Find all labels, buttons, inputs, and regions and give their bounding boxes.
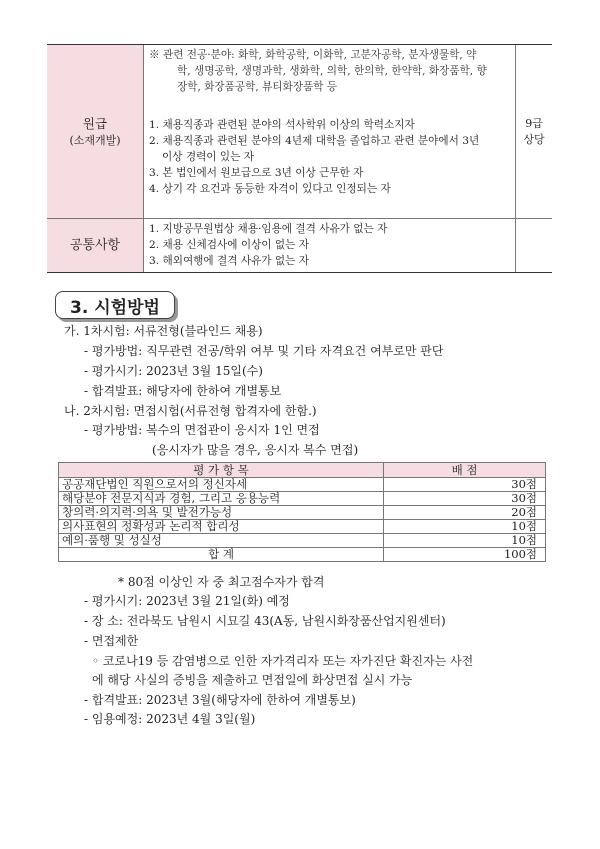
first-exam-method: - 평가방법: 직무관련 전공/학위 여부 및 기타 자격요건 여부로만 판단 — [84, 344, 444, 358]
header-score: 배 점 — [384, 463, 546, 478]
requirement-item: 3. 본 법인에서 원보급으로 3년 이상 근무한 자 — [149, 167, 364, 179]
requirement-item: 이상 경력이 있는 자 — [162, 151, 254, 163]
total-score: 100점 — [384, 548, 546, 562]
qualification-row-common — [47, 219, 552, 272]
grade-cell-empty — [516, 219, 552, 272]
final-announcement: - 합격발표: 2023년 3월(해당자에 한하여 개별통보) — [84, 693, 356, 707]
criterion: 해당분야 전문지식과 경험, 그리고 응용능력 — [59, 492, 384, 506]
criterion-score: 30점 — [384, 492, 546, 506]
requirement-item: 2. 채용직종과 관련된 분야의 4년제 대학을 졸업하고 관련 분야에서 3년 — [149, 135, 480, 147]
appointment-date: - 임용예정: 2023년 4월 3일(월) — [84, 712, 256, 726]
table-row — [59, 534, 546, 548]
row-label — [47, 45, 144, 218]
pass-criteria-note: * 80점 이상인 자 중 최고점수자가 합격 — [118, 575, 325, 589]
criterion-score: 10점 — [384, 534, 546, 548]
total-row — [59, 548, 546, 562]
second-exam-method-note: (응시자가 많을 경우, 응시자 복수 면접) — [152, 443, 359, 457]
note-line: 학, 생명공학, 생명과학, 생화학, 의학, 한의학, 한약학, 화장품학, 향 — [177, 65, 487, 77]
criterion: 예의·품행 및 성실성 — [59, 534, 384, 548]
row-content — [144, 219, 516, 272]
row-label-text: 원급 — [82, 115, 108, 131]
second-exam-method: - 평가방법: 복수의 면접관이 응시자 1인 면접 — [84, 423, 320, 437]
header-item: 평 가 항 목 — [59, 463, 384, 478]
note-line: ※ 관련 전공·분야: 화학, 화학공학, 이화학, 고분자공학, 분자생물학, 약 — [149, 49, 477, 61]
covid-notice-line1: ◦ 코로나19 등 감염병으로 인한 자가격리자 또는 자가진단 확진자는 사전 — [92, 654, 474, 668]
row-sublabel: (소재개발) — [69, 133, 121, 147]
table-row — [59, 506, 546, 520]
criterion-score: 30점 — [384, 478, 546, 492]
criterion: 의사표현의 정확성과 논리적 합리성 — [59, 520, 384, 534]
qualification-row-junior — [47, 45, 552, 219]
row-label-text: 공통사항 — [69, 238, 121, 253]
first-exam-announcement: - 합격발표: 해당자에 한하여 개별통보 — [84, 384, 282, 398]
table-row — [59, 492, 546, 506]
table-row — [59, 478, 546, 492]
total-label: 합 계 — [59, 548, 384, 562]
covid-notice-line2: 에 해당 사실의 증빙을 제출하고 면접일에 화상면접 실시 가능 — [92, 673, 413, 687]
score-table-header — [59, 463, 546, 478]
grade-cell — [516, 45, 552, 218]
requirement-item: 1. 채용직종과 관련된 분야의 석사학위 이상의 학력소지자 — [149, 119, 415, 131]
first-exam-date: - 평가시기: 2023년 3월 15일(수) — [84, 364, 263, 378]
criterion: 창의력·의지력·의욕 및 발전가능성 — [59, 506, 384, 520]
interview-location: - 장 소: 전라북도 남원시 시묘길 43(A동, 남원시화장품산업지원센터) — [84, 614, 446, 628]
second-exam-heading: 나. 2차시험: 면접시험(서류전형 합격자에 한함.) — [64, 404, 317, 418]
table-row — [59, 520, 546, 534]
interview-date: - 평가시기: 2023년 3월 21일(화) 예정 — [84, 594, 290, 608]
requirement-item: 3. 해외여행에 결격 사유가 없는 자 — [149, 255, 309, 267]
note-line: 장학, 화장품공학, 뷰티화장품학 등 — [177, 81, 338, 93]
requirement-item: 2. 채용 신체검사에 이상이 없는 자 — [149, 239, 309, 251]
row-label — [47, 219, 144, 272]
first-exam-heading: 가. 1차시험: 서류전형(블라인드 채용) — [64, 324, 263, 338]
requirement-item: 1. 지방공무원법상 채용·임용에 결격 사유가 없는 자 — [149, 223, 388, 235]
section-title: 3. 시험방법 — [55, 291, 175, 319]
criterion-score: 20점 — [384, 506, 546, 520]
criterion-score: 10점 — [384, 520, 546, 534]
grade-equivalent: 상당 — [523, 132, 545, 146]
related-majors-note — [149, 47, 515, 95]
interview-restriction-heading: - 면접제한 — [84, 634, 139, 648]
grade-level: 9급 — [525, 116, 543, 130]
requirement-item: 4. 상기 각 요건과 동등한 자격이 있다고 인정되는 자 — [149, 183, 391, 195]
criterion: 공공재단법인 직원으로서의 정신자세 — [59, 478, 384, 492]
interview-score-table — [58, 462, 546, 562]
row-content — [144, 45, 516, 218]
qualification-table — [47, 44, 552, 273]
